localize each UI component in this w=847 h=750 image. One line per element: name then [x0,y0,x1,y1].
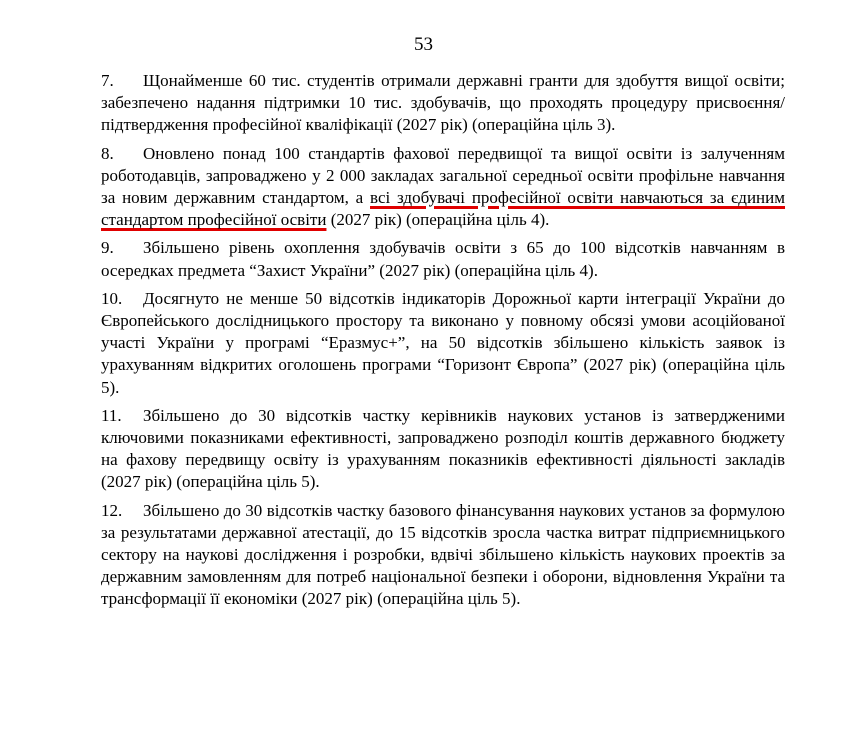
list-item-9 [101,237,785,281]
list-item-12 [101,500,785,611]
list-item-7 [101,70,785,137]
item-number: 10. [101,288,123,308]
item-number: 7. [101,71,114,90]
item-text: Збільшено до 30 відсотків частку базового фінансування наукових установ за формулою за результатами державної атестації, до 15 відсотків зросла частка витрат підприємницького сектору на наукові дослідження і розробки, вдвічі збільшено кількість наукових проектів за державним замовленням для потреб національної безпеки і оборони, відновлення України та трансформації її економіки (2027 рік) (операційна ціль 5). [101,500,785,609]
list-item-11 [101,405,785,494]
document-body [101,70,785,617]
item-number: 9. [101,238,114,258]
item-text: Оновлено понад 100 стандартів фахової передвищої та вищої освіти із залученням роботодавців, запроваджено у 2 000 закладах загальної середньої освіти профільне навчання за новим державним стандартом, а [101,143,785,208]
list-item-8 [101,143,785,232]
red-underlined-text: всі здобувачі професійної освіти навчаються за єдиним стандартом професійної освіти [101,188,786,230]
item-text-end: (2027 рік) (операційна ціль 4). [326,210,550,230]
item-text: Щонайменше 60 тис. студентів отримали державні гранти для здобуття вищої освіти; забезпечено надання підтримки 10 тис. здобувачів, що проходять процедуру присвоєння/підтвердження професійної кваліфікації (2027 рік) (операційна ціль 3). [101,71,785,135]
item-text: Збільшено до 30 відсотків частку керівників наукових установ із затвердженими ключовими показниками ефективності, запроваджено розподіл коштів державного бюджету на фахову передвищу освіту із урахуванням показників ефективності діяльності закладів (2027 рік) (операційна ціль 5). [101,405,785,492]
item-text: Досягнуто не менше 50 відсотків індикаторів Дорожньої карти інтеграції України до Європейського дослідницького простору та виконано у повному обсязі умови асоційованої участі України у програмі “Еразмус+”, на 50 відсотків збільшено кількість заявок із урахуванням відкритих оголошень програми “Горизонт Європа” (2027 рік) (операційна ціль 5). [101,288,785,397]
item-number: 12. [101,500,123,520]
item-text: Збільшено рівень охоплення здобувачів освіти з 65 до 100 відсотків навчанням в осередках предмета “Захист України” (2027 рік) (операційна ціль 4). [101,238,785,280]
page-number: 53 [414,34,433,55]
item-number: 11. [101,405,122,425]
item-number: 8. [101,143,114,163]
list-item-10 [101,288,785,399]
